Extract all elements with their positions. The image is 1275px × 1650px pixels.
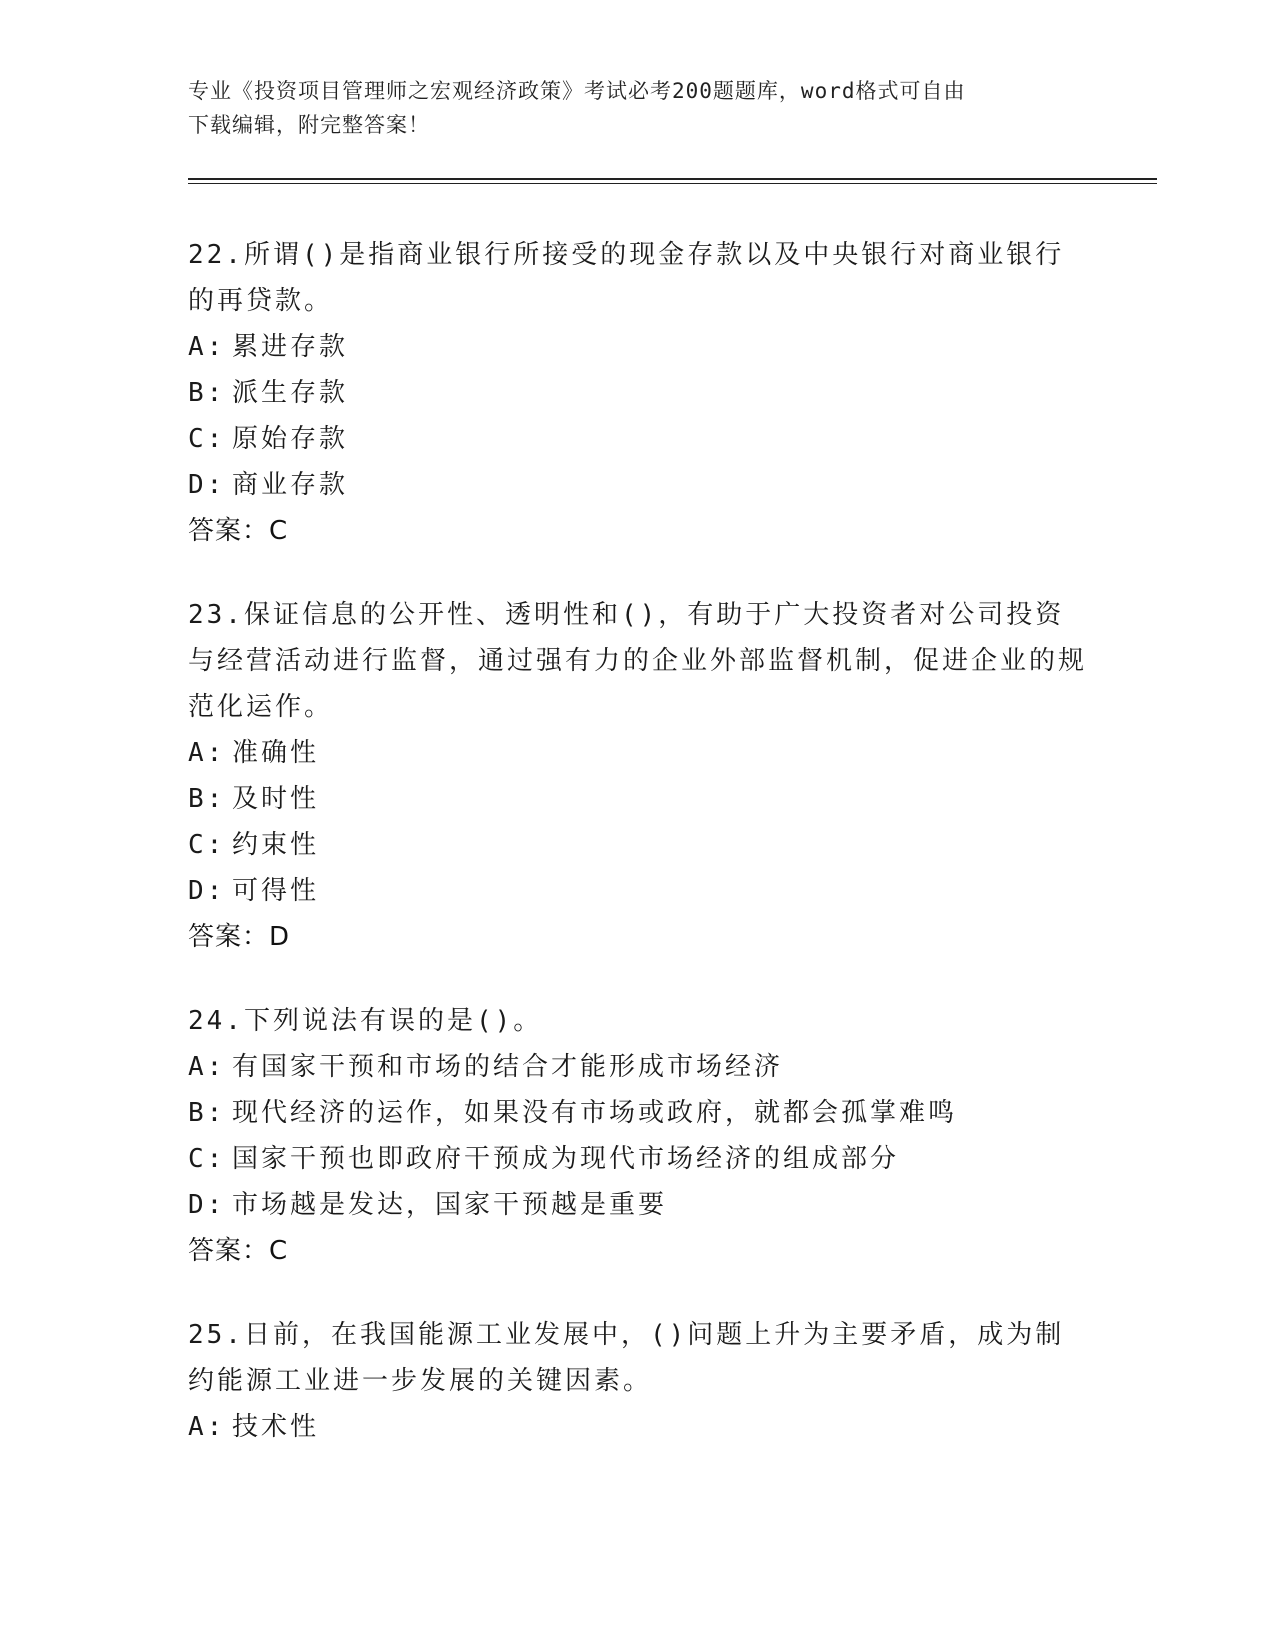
header-divider-thick [188, 178, 1157, 180]
option-d [188, 1182, 1088, 1228]
option-d [188, 462, 1088, 508]
option-letter: B: [188, 1098, 226, 1128]
option-a [188, 1404, 1088, 1450]
option-letter: A: [188, 1412, 226, 1442]
option-c [188, 1136, 1088, 1182]
option-letter: A: [188, 1052, 226, 1082]
option-letter: C: [188, 1144, 226, 1174]
option-text: 现代经济的运作，如果没有市场或政府，就都会孤掌难鸣 [232, 1098, 958, 1128]
option-text: 及时性 [232, 784, 320, 814]
question-22 [188, 232, 1088, 554]
option-text: 技术性 [232, 1412, 320, 1442]
option-letter: B: [188, 378, 226, 408]
question-stem: 24.下列说法有误的是()。 [188, 1006, 543, 1036]
option-letter: A: [188, 332, 226, 362]
option-b [188, 1090, 1088, 1136]
header-divider-thin [188, 183, 1157, 184]
answer-label: 答案：C [188, 516, 289, 546]
option-text: 商业存款 [232, 470, 349, 500]
option-text: 累进存款 [232, 332, 349, 362]
option-a [188, 324, 1088, 370]
document-header [188, 74, 1088, 142]
option-letter: B: [188, 784, 226, 814]
question-stem: 22.所谓()是指商业银行所接受的现金存款以及中央银行对商业银行的再贷款。 [188, 240, 1065, 316]
option-d [188, 868, 1088, 914]
option-text: 约束性 [232, 830, 320, 860]
option-a [188, 730, 1088, 776]
option-letter: D: [188, 470, 226, 500]
option-letter: C: [188, 424, 226, 454]
answer-label: 答案：D [188, 922, 291, 952]
option-letter: D: [188, 876, 226, 906]
option-text: 原始存款 [232, 424, 349, 454]
option-b [188, 776, 1088, 822]
header-line-1: 专业《投资项目管理师之宏观经济政策》考试必考200题题库，word格式可自由 [188, 79, 966, 103]
option-text: 有国家干预和市场的结合才能形成市场经济 [232, 1052, 784, 1082]
question-stem: 23.保证信息的公开性、透明性和()，有助于广大投资者对公司投资与经营活动进行监督，通过强有力的企业外部监督机制，促进企业的规范化运作。 [188, 600, 1088, 722]
question-23 [188, 592, 1088, 960]
question-stem: 25.日前，在我国能源工业发展中，()问题上升为主要矛盾，成为制约能源工业进一步发展的关键因素。 [188, 1320, 1065, 1396]
option-b [188, 370, 1088, 416]
option-a [188, 1044, 1088, 1090]
header-line-2: 下载编辑，附完整答案！ [188, 113, 430, 137]
option-letter: A: [188, 738, 226, 768]
option-text: 派生存款 [232, 378, 349, 408]
answer-label: 答案：C [188, 1236, 289, 1266]
option-text: 国家干预也即政府干预成为现代市场经济的组成部分 [232, 1144, 900, 1174]
option-text: 市场越是发达，国家干预越是重要 [232, 1190, 668, 1220]
option-text: 准确性 [232, 738, 320, 768]
option-text: 可得性 [232, 876, 320, 906]
question-list [188, 232, 1088, 1488]
question-24 [188, 998, 1088, 1274]
question-25 [188, 1312, 1088, 1450]
option-letter: C: [188, 830, 226, 860]
option-c [188, 822, 1088, 868]
option-c [188, 416, 1088, 462]
option-letter: D: [188, 1190, 226, 1220]
